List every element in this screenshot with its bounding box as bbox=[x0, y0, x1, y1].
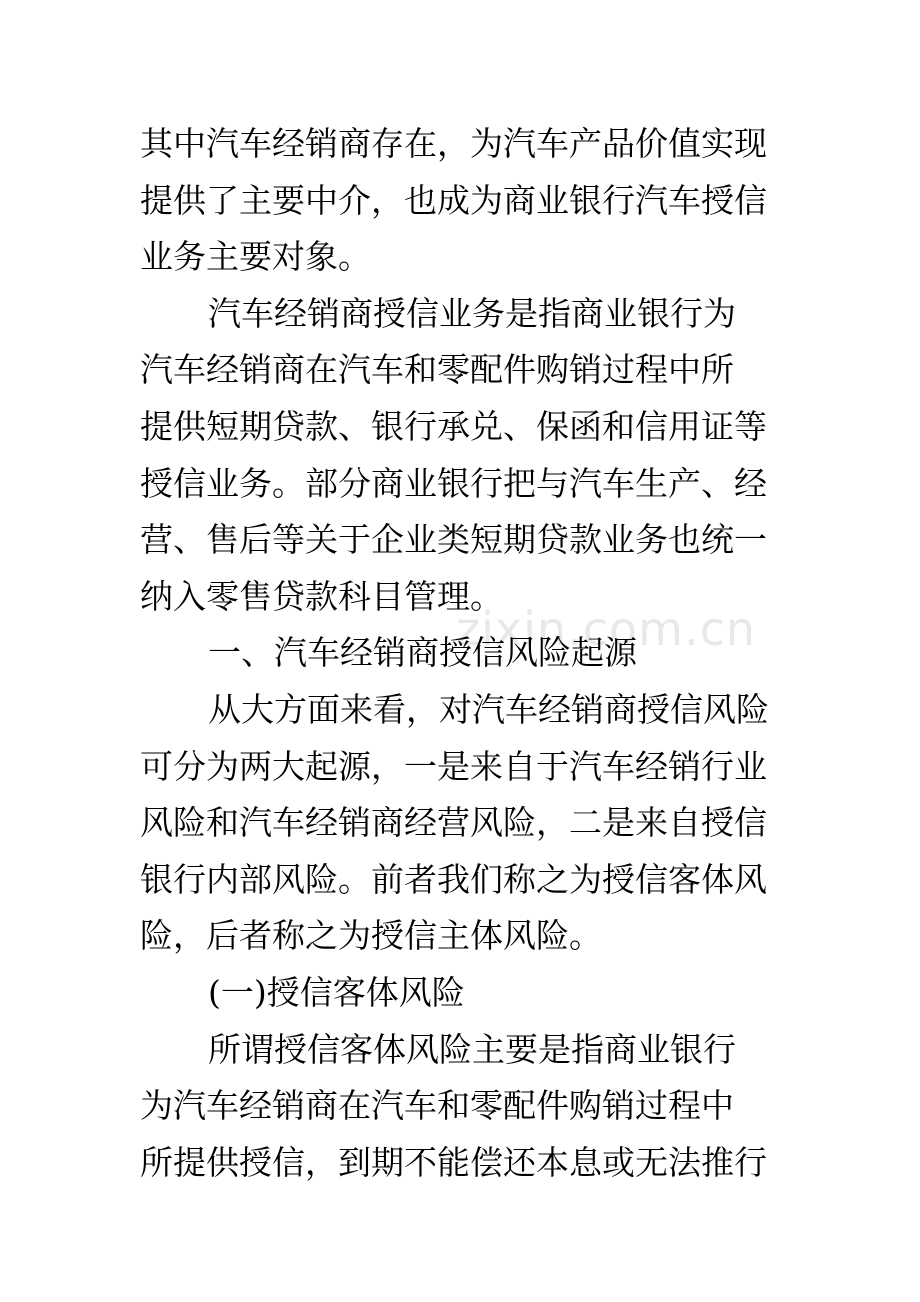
text-line: 授信业务。部分商业银行把与汽车生产、经 bbox=[140, 463, 767, 503]
paragraph-start-line: 所谓授信客体风险主要是指商业银行 bbox=[208, 1029, 736, 1069]
text-line: 业务主要对象。 bbox=[140, 237, 371, 277]
text-line: 纳入零售贷款科目管理。 bbox=[140, 576, 503, 616]
text-line: 提供了主要中介，也成为商业银行汽车授信 bbox=[140, 180, 767, 220]
text-line: 所提供授信，到期不能偿还本息或无法推行 bbox=[140, 1142, 767, 1182]
text-line: 汽车经销商在汽车和零配件购销过程中所 bbox=[140, 350, 734, 390]
text-line: 风险和汽车经销商经营风险，二是来自授信 bbox=[140, 803, 767, 843]
section-heading: 一、汽车经销商授信风险起源 bbox=[208, 633, 637, 673]
text-line: 险，后者称之为授信主体风险。 bbox=[140, 916, 602, 956]
text-line: 银行内部风险。前者我们称之为授信客体风 bbox=[140, 859, 767, 899]
text-line: 为汽车经销商在汽车和零配件购销过程中 bbox=[140, 1086, 734, 1126]
text-line: 其中汽车经销商存在，为汽车产品价值实现 bbox=[140, 124, 767, 163]
watermark: zixin.com.cn bbox=[456, 602, 757, 656]
text-line: 营、售后等关于企业类短期贷款业务也统一 bbox=[140, 520, 767, 560]
body-text bbox=[140, 116, 785, 1191]
subsection-heading: (一)授信客体风险 bbox=[208, 972, 465, 1012]
text-line: 可分为两大起源，一是来自于汽车经销行业 bbox=[140, 746, 767, 786]
paragraph-start-line: 汽车经销商授信业务是指商业银行为 bbox=[208, 293, 736, 333]
text-line: 提供短期贷款、银行承兑、保函和信用证等 bbox=[140, 406, 767, 446]
paragraph-start-line: 从大方面来看，对汽车经销商授信风险 bbox=[208, 689, 769, 729]
